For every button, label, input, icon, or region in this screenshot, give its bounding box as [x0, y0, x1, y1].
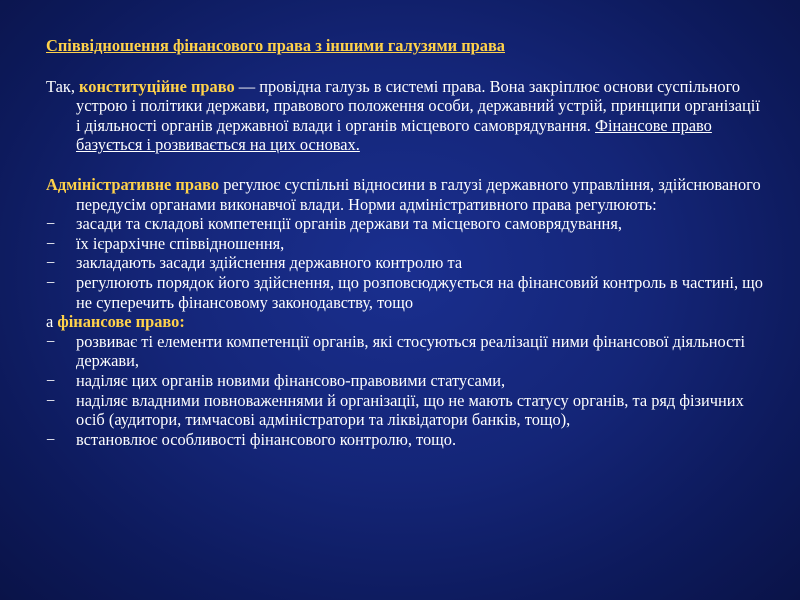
bullet-dash: −: [46, 390, 56, 410]
bullet-dash: −: [46, 429, 56, 449]
paragraph-constitutional-law: [46, 77, 766, 155]
financial-law-list-item: [46, 371, 766, 391]
financial-law-list-item: [46, 391, 766, 430]
slide-content: [46, 36, 766, 449]
paragraph-financial-law: [46, 312, 766, 332]
admin-law-list: [46, 214, 766, 312]
slide-title: Співвідношення фінансового права з іншими галузями права: [46, 36, 505, 55]
financial-law-list-item: [46, 430, 766, 450]
admin-law-list-item: [46, 214, 766, 234]
list-item-text: наділяє владними повноваженнями й організації, що не мають статусу органів, та ряд фізичних осіб (аудитори, тимчасові адміністратори та ліквідатори банків, тощо),: [76, 390, 744, 430]
list-item-text: закладають засади здійснення державного контролю та: [76, 253, 463, 273]
term-constitutional-law: конституційне право: [79, 76, 235, 96]
list-item-text: регулюють порядок його здійснення, що розповсюджується на фінансовий контроль в частині, що не суперечить фінансовому законодавству, тощо: [76, 272, 763, 312]
para-lead: Так,: [46, 76, 80, 96]
financial-law-list: [46, 332, 766, 450]
bullet-dash: −: [46, 233, 56, 253]
para-lead: а: [46, 312, 58, 332]
para-text: — провідна галузь в системі права. Вона закріплює основи суспільного устрою і політики держави, правового положення особи, державний устрій, принципи організації і діяльності органів державної влади і органів місцевого самоврядування.: [76, 76, 760, 135]
list-item-text: засади та складові компетенції органів держави та місцевого самоврядування,: [76, 214, 622, 234]
list-item-text: їх ієрархічне співвідношення,: [76, 233, 285, 253]
financial-law-list-item: [46, 332, 766, 371]
admin-law-list-item: [46, 273, 766, 312]
bullet-dash: −: [46, 253, 56, 273]
bullet-dash: −: [46, 272, 56, 292]
term-financial-law: фінансове право:: [57, 312, 185, 332]
underlined-statement: Фінансове право базується і розвивається на цих основах.: [76, 115, 712, 155]
spacer: [46, 155, 766, 175]
list-item-text: встановлює особливості фінансового контролю, тощо.: [76, 429, 457, 449]
paragraph-administrative-law: [46, 175, 766, 214]
list-item-text: розвиває ті елементи компетенції органів, які стосуються реалізації ними фінансової діяльності держави,: [76, 331, 746, 371]
admin-law-list-item: [46, 253, 766, 273]
term-administrative-law: Адміністративне право: [46, 174, 220, 194]
bullet-dash: −: [46, 331, 56, 351]
bullet-dash: −: [46, 214, 56, 234]
bullet-dash: −: [46, 370, 56, 390]
admin-law-list-item: [46, 234, 766, 254]
para-text: регулює суспільні відносини в галузі державного управління, здійснюваного передусім органами виконавчої влади. Норми адміністративного права регулюють:: [76, 174, 761, 214]
list-item-text: наділяє цих органів новими фінансово-правовими статусами,: [76, 370, 506, 390]
